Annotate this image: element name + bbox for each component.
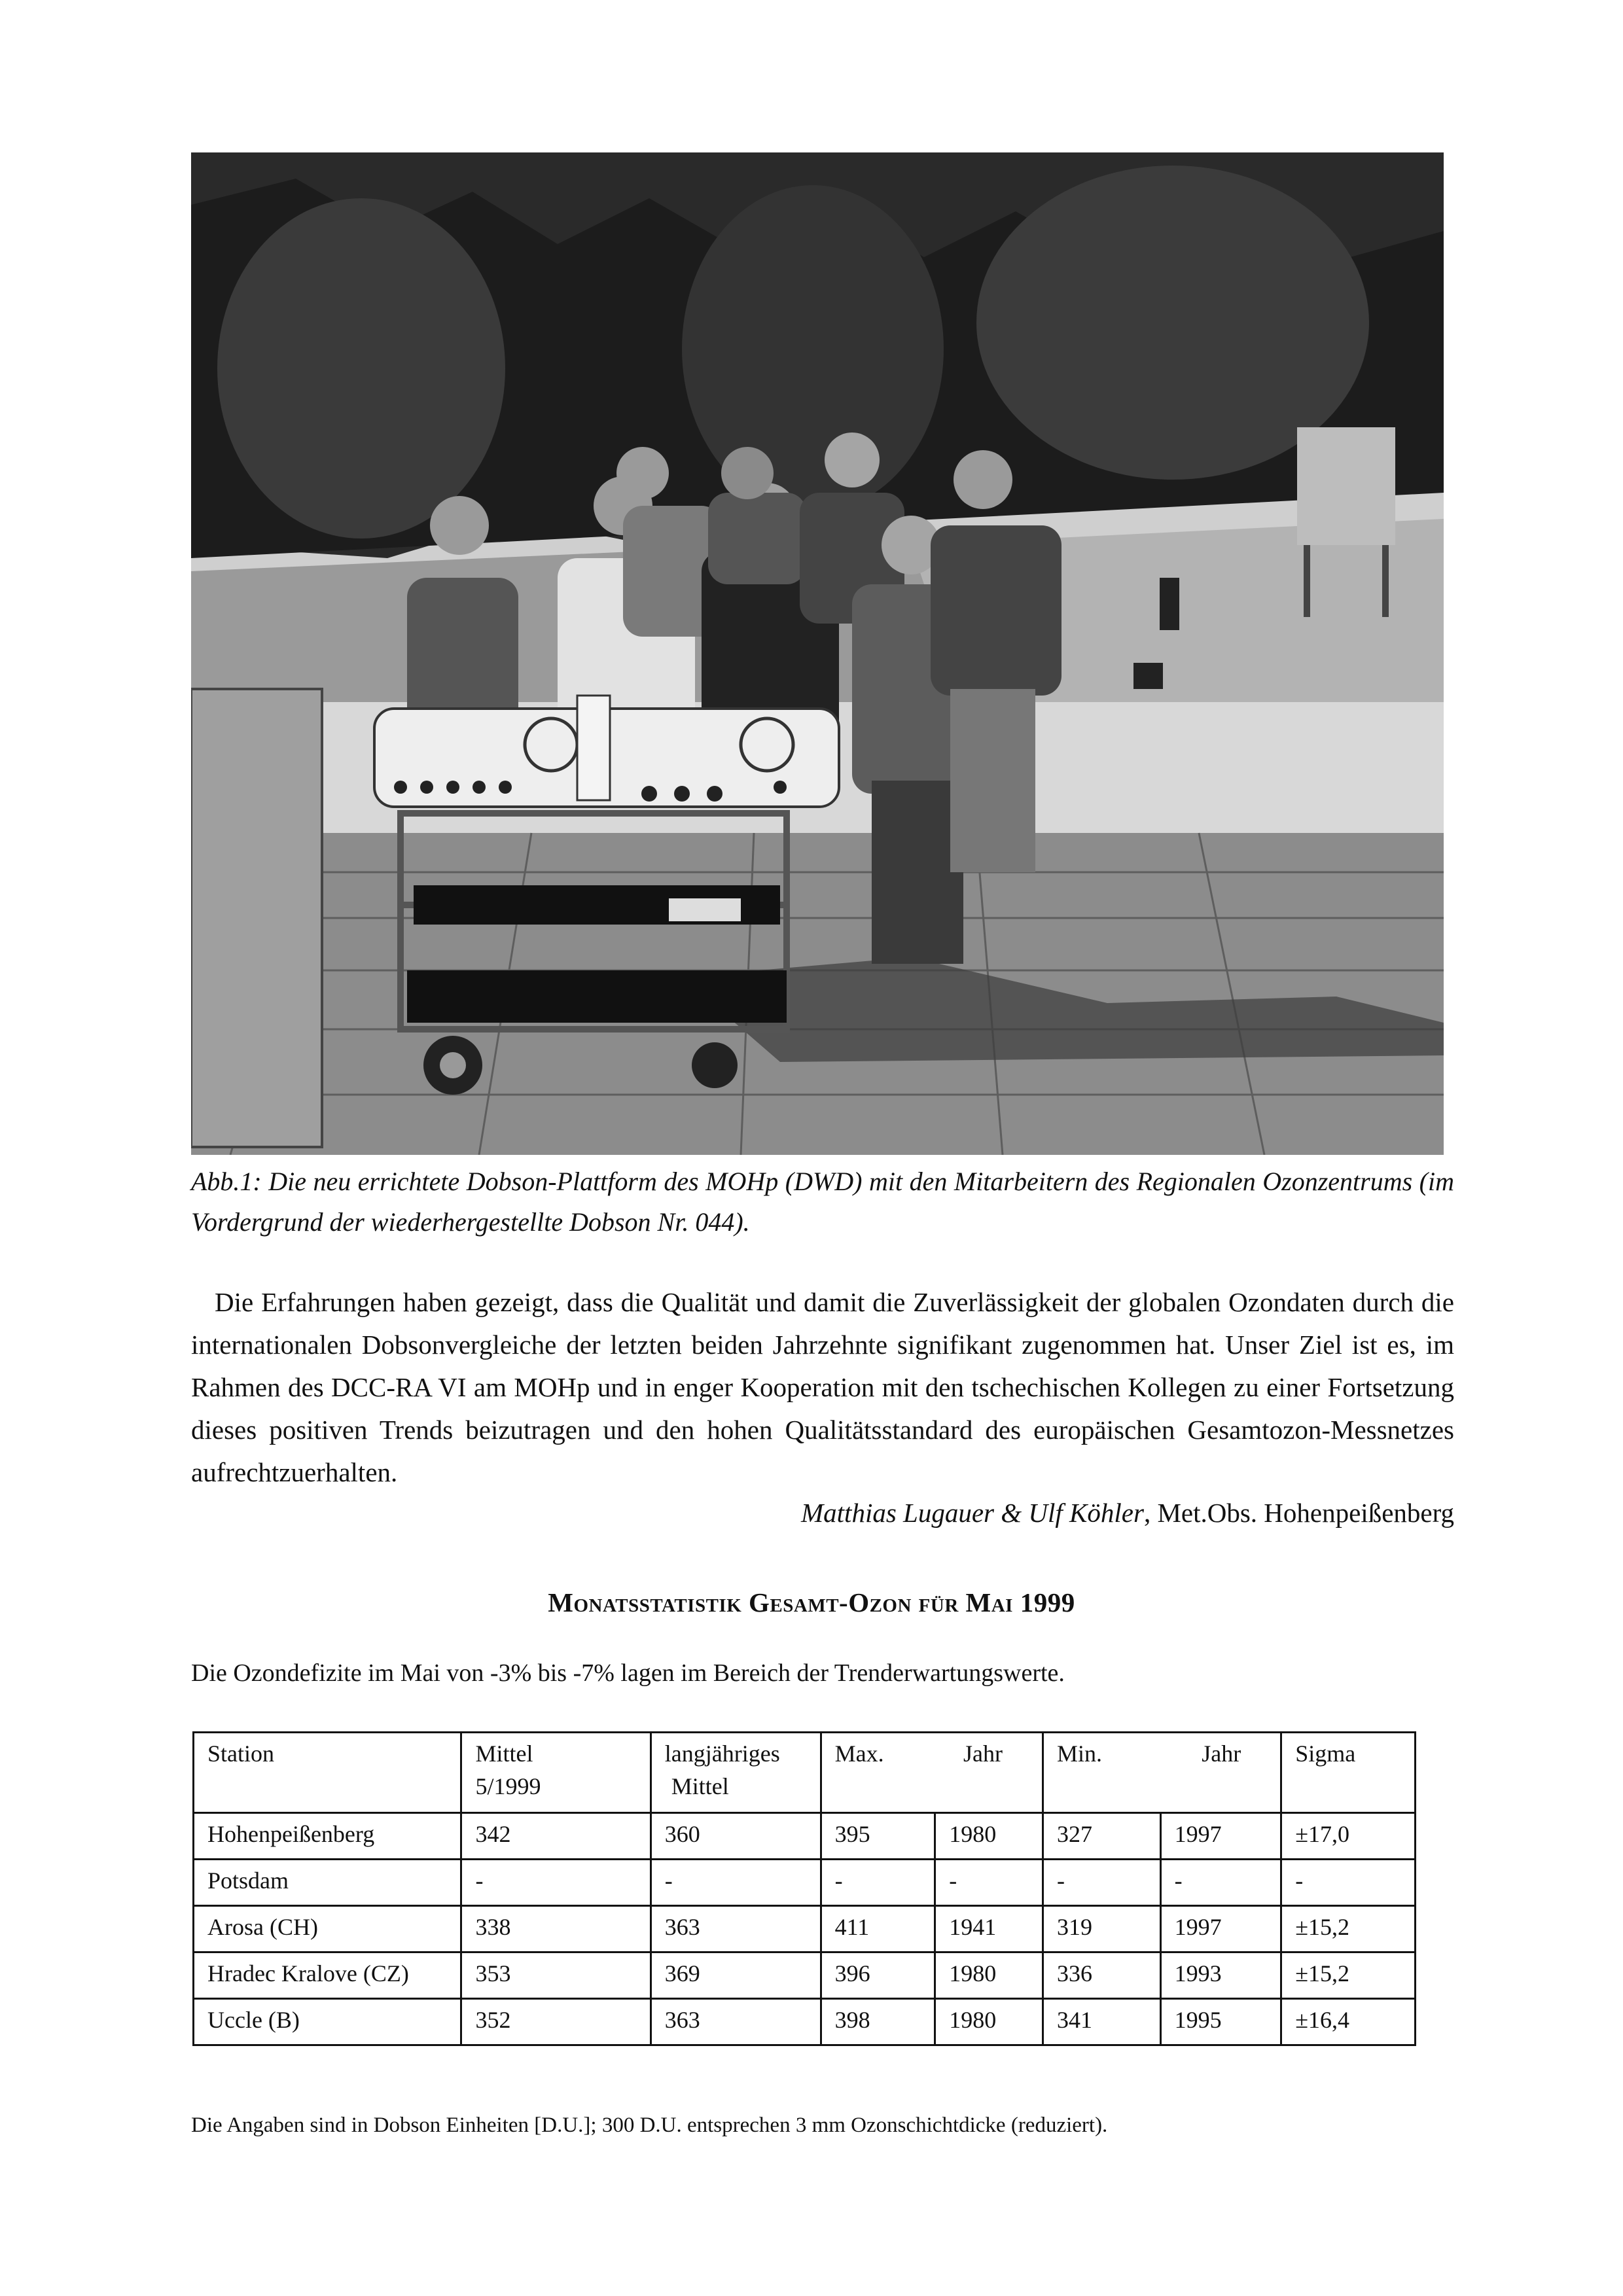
cell-max-jahr: 1980: [935, 1813, 1043, 1860]
cell-max-jahr: 1980: [935, 1999, 1043, 2045]
cell-min-jahr: -: [1160, 1860, 1281, 1906]
cell-max-jahr: 1941: [935, 1906, 1043, 1952]
cell-min-jahr: 1993: [1160, 1952, 1281, 1999]
cell-min-jahr: 1997: [1160, 1813, 1281, 1860]
table-row: [194, 1906, 1416, 1952]
cell-station: Hradec Kralove (CZ): [194, 1952, 461, 1999]
cell-langj-mittel: 360: [651, 1813, 821, 1860]
header-langj-line2: Mittel: [671, 1773, 729, 1799]
header-mittel-line2: 5/1999: [475, 1773, 541, 1799]
author-affiliation: , Met.Obs. Hohenpeißenberg: [1143, 1498, 1454, 1528]
table-row: [194, 1952, 1416, 1999]
body-paragraph: Die Erfahrungen haben gezeigt, dass die Qualität und damit die Zuverlässigkeit der globalen Ozondaten durch die internationalen Dobsonvergleiche der letzten beiden Jahrzehnte signifikant zugenommen hat. Unser Ziel ist es, im Rahmen des DCC-RA VI am MOHp und in enger Kooperation mit den tschechischen Kollegen zu einer Fortsetzung dieses positiven Trends beizutragen und den hohen Qualitätsstandard des europäischen Gesamtozon-Messnetzes aufrechtzuerhalten.: [191, 1287, 1454, 1487]
cell-langj-mittel: -: [651, 1860, 821, 1906]
ozone-statistics-table: [192, 1731, 1416, 2046]
cell-sigma: ±16,4: [1281, 1999, 1416, 2045]
cell-langj-mittel: 369: [651, 1952, 821, 1999]
table-footnote: Die Angaben sind in Dobson Einheiten [D.U.]; 300 D.U. entsprechen 3 mm Ozonschichtdicke (reduziert).: [191, 2113, 1108, 2137]
cell-mittel: 353: [461, 1952, 651, 1999]
author-names: Matthias Lugauer & Ulf Köhler: [801, 1498, 1144, 1528]
section-intro: Die Ozondefizite im Mai von -3% bis -7% lagen im Bereich der Trenderwartungswerte.: [191, 1659, 1065, 1687]
cell-max: 411: [821, 1906, 935, 1952]
figure-caption: Abb.1: Die neu errichtete Dobson-Plattform des MOHp (DWD) mit den Mitarbeitern des Regionalen Ozonzentrums (im Vordergrund der wiederhergestellte Dobson Nr. 044).: [191, 1167, 1454, 1237]
cell-max: -: [821, 1860, 935, 1906]
cell-max: 398: [821, 1999, 935, 2045]
header-max: [821, 1733, 1043, 1813]
header-min: [1043, 1733, 1281, 1813]
cell-min: 336: [1043, 1952, 1160, 1999]
table-header-row: [194, 1733, 1416, 1813]
header-min-jahr: Jahr: [1202, 1740, 1241, 1767]
header-station: Station: [194, 1733, 461, 1813]
table-row: [194, 1999, 1416, 2045]
cell-station: Uccle (B): [194, 1999, 461, 2045]
cell-sigma: -: [1281, 1860, 1416, 1906]
cell-langj-mittel: 363: [651, 1999, 821, 2045]
cell-sigma: ±17,0: [1281, 1813, 1416, 1860]
cell-station: Potsdam: [194, 1860, 461, 1906]
cell-langj-mittel: 363: [651, 1906, 821, 1952]
cell-min: 327: [1043, 1813, 1160, 1860]
cell-min: -: [1043, 1860, 1160, 1906]
section-heading: Monatsstatistik Gesamt-Ozon für Mai 1999: [548, 1587, 1075, 1617]
cell-mittel: 342: [461, 1813, 651, 1860]
cell-mittel: 338: [461, 1906, 651, 1952]
header-langj-line1: langjähriges: [664, 1740, 780, 1767]
header-min-label: Min.: [1056, 1740, 1102, 1767]
cell-station: Hohenpeißenberg: [194, 1813, 461, 1860]
cell-max-jahr: -: [935, 1860, 1043, 1906]
header-max-jahr: Jahr: [963, 1740, 1003, 1767]
cell-min-jahr: 1995: [1160, 1999, 1281, 2045]
cell-max: 396: [821, 1952, 935, 1999]
header-sigma: Sigma: [1281, 1733, 1416, 1813]
cell-mittel: -: [461, 1860, 651, 1906]
cell-max: 395: [821, 1813, 935, 1860]
cell-sigma: ±15,2: [1281, 1952, 1416, 1999]
cell-station: Arosa (CH): [194, 1906, 461, 1952]
cell-mittel: 352: [461, 1999, 651, 2045]
cell-max-jahr: 1980: [935, 1952, 1043, 1999]
dobson-platform-photo: [191, 152, 1444, 1155]
cell-min: 319: [1043, 1906, 1160, 1952]
cell-min: 341: [1043, 1999, 1160, 2045]
table-row: [194, 1860, 1416, 1906]
table-row: [194, 1813, 1416, 1860]
photo-illustration: [191, 152, 1444, 1155]
header-mittel: [461, 1733, 651, 1813]
author-signature: [801, 1492, 1454, 1534]
header-max-label: Max.: [834, 1740, 884, 1767]
cell-min-jahr: 1997: [1160, 1906, 1281, 1952]
header-langjaehriges-mittel: [651, 1733, 821, 1813]
cell-sigma: ±15,2: [1281, 1906, 1416, 1952]
header-mittel-line1: Mittel: [475, 1740, 533, 1767]
